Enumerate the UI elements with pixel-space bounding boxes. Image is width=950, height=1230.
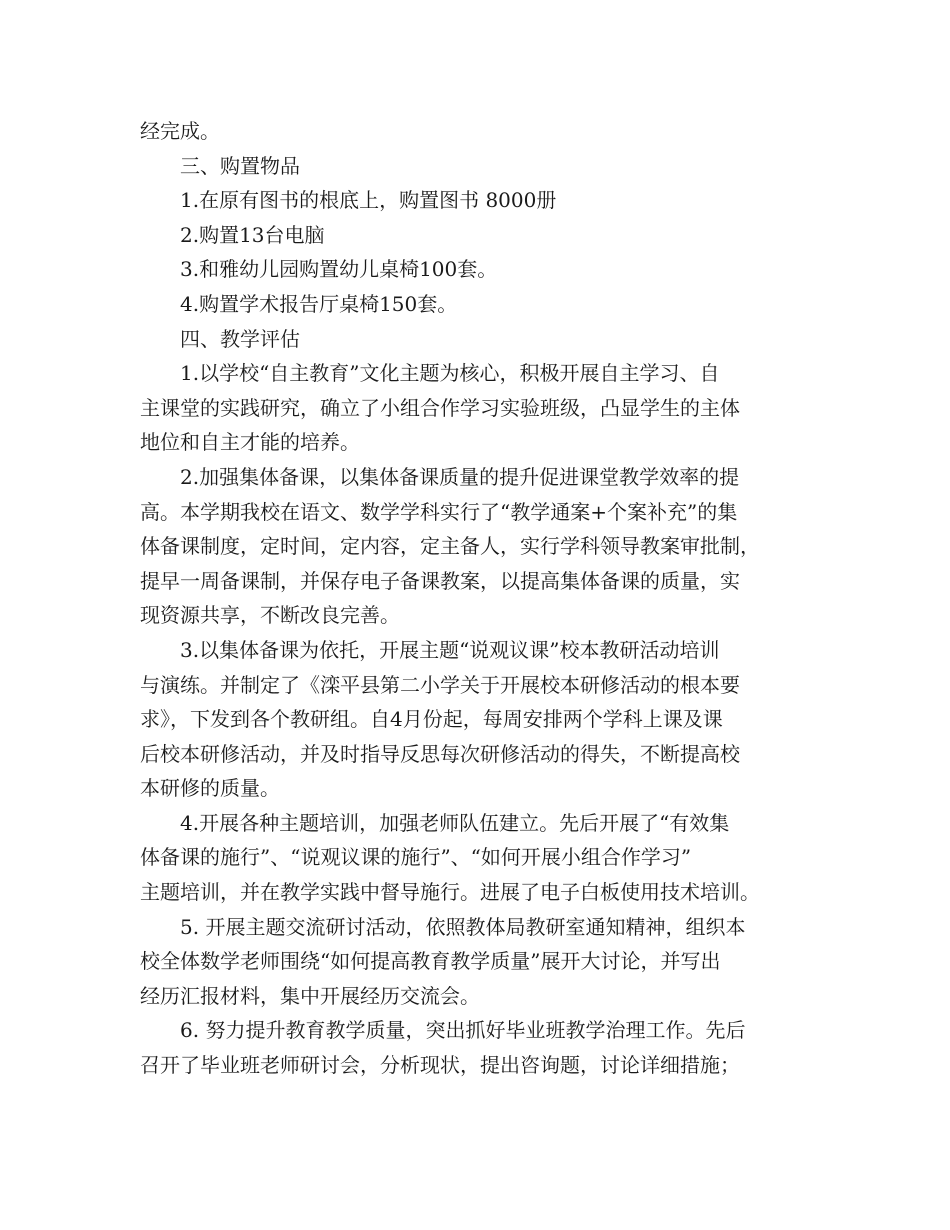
- text-line: 5. 开展主题交流研讨活动，依照教体局教研室通知精神，组织本: [180, 914, 746, 939]
- text-line: 提早一周备课制，并保存电子备课教案，以提高集体备课的质量，实: [140, 568, 740, 593]
- text-line: 体备课制度，定时间，定内容，定主备人，实行学科领导教案审批制，: [140, 534, 760, 559]
- text-line: 1.以学校“自主教育”文化主题为核心，积极开展自主学习、自: [180, 361, 720, 386]
- text-line: 主题培训，并在教学实践中督导施行。进展了电子白板使用技术培训。: [140, 880, 760, 905]
- text-line: 4.购置学术报告厅桌椅150套。: [180, 291, 458, 316]
- text-line: 1.在原有图书的根底上，购置图书 8000册: [180, 188, 557, 213]
- text-line: 3.以集体备课为依托，开展主题“说观议课”校本教研活动培训: [180, 637, 720, 662]
- text-line: 现资源共享，不断改良完善。: [140, 603, 400, 628]
- text-line: 后校本研修活动，并及时指导反思每次研修活动的得失，不断提高校: [140, 741, 740, 766]
- text-line: 主课堂的实践研究，确立了小组合作学习实验班级，凸显学生的主体: [140, 395, 740, 420]
- text-line: 体备课的施行”、“说观议课的施行”、“如何开展小组合作学习”: [140, 845, 692, 870]
- text-line: 6. 努力提升教育教学质量，突出抓好毕业班教学治理工作。先后: [180, 1018, 746, 1043]
- text-line: 2.加强集体备课，以集体备课质量的提升促进课堂教学效率的提: [180, 464, 740, 489]
- text-line: 召开了毕业班老师研讨会，分析现状，提出咨询题，讨论详细措施；: [140, 1053, 740, 1078]
- text-line: 高。本学期我校在语文、数学学科实行了“教学通案+个案补充”的集: [140, 499, 738, 524]
- section-heading: 四、教学评估: [180, 326, 300, 351]
- text-line: 地位和自主才能的培养。: [140, 430, 360, 455]
- section-heading: 三、购置物品: [180, 153, 300, 178]
- text-line: 校全体数学老师围绕“如何提高教育教学质量”展开大讨论，并写出: [140, 949, 721, 974]
- text-line: 4.开展各种主题培训，加强老师队伍建立。先后开展了“有效集: [180, 810, 730, 835]
- text-line: 本研修的质量。: [140, 776, 280, 801]
- text-line: 与演练。并制定了《滦平县第二小学关于开展校本研修活动的根本要: [140, 672, 740, 697]
- text-line: 3.和雅幼儿园购置幼儿桌椅100套。: [180, 257, 498, 282]
- text-line: 2.购置13台电脑: [180, 222, 325, 247]
- text-line: 经历汇报材料，集中开展经历交流会。: [140, 983, 480, 1008]
- text-line: 经完成。: [140, 119, 220, 143]
- text-line: 求》，下发到各个教研组。自4月份起，每周安排两个学科上课及课: [140, 707, 723, 732]
- document-page: [140, 114, 815, 1083]
